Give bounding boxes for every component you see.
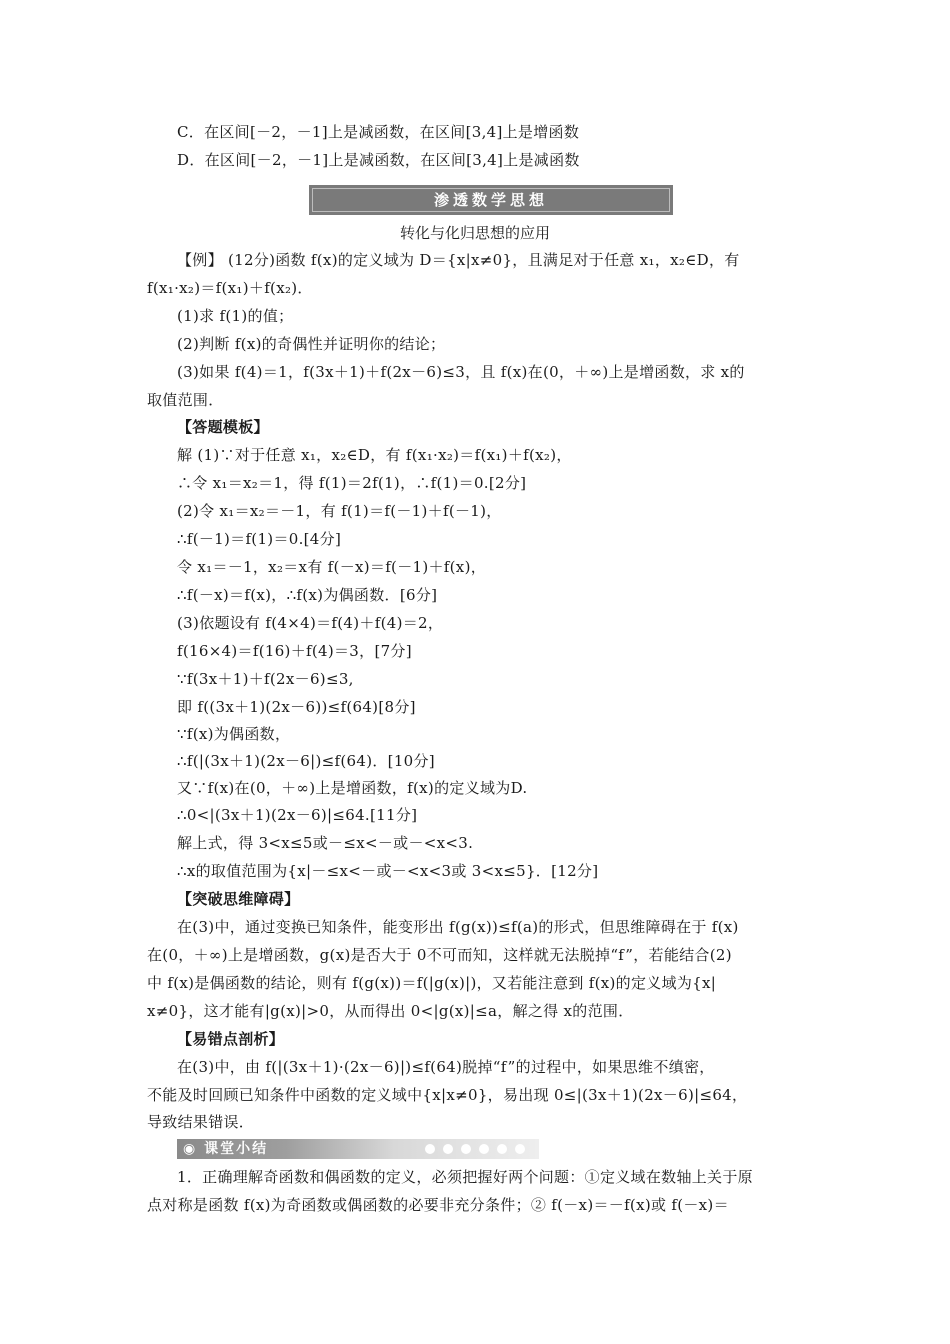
option-c: C．在区间[－2，－1]上是减函数，在区间[3,4]上是增函数 xyxy=(177,123,580,141)
solution-line: f(16×4)＝f(16)＋f(4)＝3，[7分] xyxy=(177,642,412,660)
summary-banner xyxy=(177,1139,539,1159)
solution-line: 令 x₁＝－1，x₂＝x有 f(－x)＝f(－1)＋f(x)， xyxy=(177,558,487,576)
summary-line: 1．正确理解奇函数和偶函数的定义，必须把握好两个问题：①定义域在数轴上关于原 xyxy=(177,1168,753,1186)
solution-line: 又∵f(x)在(0，＋∞)上是增函数，f(x)的定义域为D. xyxy=(177,779,528,797)
decorative-dot-icon xyxy=(461,1144,471,1154)
solution-line: ∴x的取值范围为{x|－≤x<－或－<x<3或 3<x≤5}．[12分] xyxy=(177,862,599,880)
summary-line: 点对称是函数 f(x)为奇函数或偶函数的必要非充分条件；② f(－x)＝－f(x)或 f(－x)＝ xyxy=(147,1196,729,1214)
example-line: 取值范围． xyxy=(147,391,224,409)
solution-line: ∴令 x₁＝x₂＝1，得 f(1)＝2f(1)，∴f(1)＝0.[2分] xyxy=(177,474,527,492)
decorative-dot-icon xyxy=(479,1144,489,1154)
obstacle-line: 在(0，＋∞)上是增函数，g(x)是否大于 0不可而知，这样就无法脱掉“f”，若能结合(2) xyxy=(147,946,732,964)
decorative-dot-icon xyxy=(443,1144,453,1154)
example-line: (1)求 f(1)的值； xyxy=(177,307,294,325)
example-line: (2)判断 f(x)的奇偶性并证明你的结论； xyxy=(177,335,446,353)
decorative-dot-icon xyxy=(515,1144,525,1154)
example-line: (3)如果 f(4)＝1，f(3x＋1)＋f(2x－6)≤3，且 f(x)在(0，＋∞)上是增函数，求 x的 xyxy=(177,363,745,381)
decorative-dot-icon xyxy=(425,1144,435,1154)
solution-line: ∴0<|(3x＋1)(2x－6)|≤64.[11分] xyxy=(177,806,418,824)
example-line: f(x₁·x₂)＝f(x₁)＋f(x₂)． xyxy=(147,279,313,297)
error-line: 导致结果错误． xyxy=(147,1113,255,1131)
solution-line: 解上式，得 3<x≤5或－≤x<－或－<x<3. xyxy=(177,834,474,852)
summary-title: ◉ 课堂小结 xyxy=(183,1141,269,1157)
solution-line: ∴f(－1)＝f(1)＝0.[4分] xyxy=(177,530,342,548)
error-line: 在(3)中，由 f(|(3x＋1)·(2x－6)|)≤f(64)脱掉“f”的过程中，如果思维不缜密， xyxy=(177,1058,715,1076)
banner-border xyxy=(312,188,670,212)
example-line: 【例】 (12分)函数 f(x)的定义域为 D＝{x|x≠0}，且满足对于任意 x₁，x₂∈D，有 xyxy=(177,251,740,269)
error-heading: 【易错点剖析】 xyxy=(177,1030,285,1048)
solution-line: ∵f(3x＋1)＋f(2x－6)≤3, xyxy=(177,670,354,688)
solution-line: (2)令 x₁＝x₂＝－1，有 f(1)＝f(－1)＋f(－1)， xyxy=(177,502,502,520)
error-line: 不能及时回顾已知条件中函数的定义域中{x|x≠0}，易出现 0≤|(3x＋1)(2x－6)|≤64， xyxy=(147,1086,748,1104)
section-subtitle: 转化与化归思想的应用 xyxy=(399,224,550,242)
obstacle-line: x≠0}，这才能有|g(x)|>0，从而得出 0<|g(x)|≤a，解之得 x的范围． xyxy=(147,1002,634,1020)
obstacle-heading: 【突破思维障碍】 xyxy=(177,890,300,908)
obstacle-line: 中 f(x)是偶函数的结论，则有 f(g(x))＝f(|g(x)|)，又若能注意到 f(x)的定义域为{x| xyxy=(147,974,717,992)
solution-line: ∴f(－x)＝f(x)，∴f(x)为偶函数．[6分] xyxy=(177,586,438,604)
decorative-dot-icon xyxy=(497,1144,507,1154)
solution-line: 即 f((3x＋1)(2x－6))≤f(64)[8分] xyxy=(177,698,416,716)
option-d: D．在区间[－2，－1]上是减函数，在区间[3,4]上是减函数 xyxy=(177,151,580,169)
obstacle-line: 在(3)中，通过变换已知条件，能变形出 f(g(x))≤f(a)的形式，但思维障碍在于 f(x) xyxy=(177,918,739,936)
template-heading: 【答题模板】 xyxy=(177,418,269,436)
solution-line: 解 (1)∵对于任意 x₁，x₂∈D，有 f(x₁·x₂)＝f(x₁)＋f(x₂)， xyxy=(177,446,572,464)
section-banner xyxy=(309,185,673,215)
solution-line: (3)依题设有 f(4×4)＝f(4)＋f(4)＝2， xyxy=(177,614,444,632)
solution-line: ∴f(|(3x＋1)(2x－6|)≤f(64)．[10分] xyxy=(177,752,435,770)
solution-line: ∵f(x)为偶函数， xyxy=(177,725,291,743)
section-banner-title: 渗透数学思想 xyxy=(433,191,548,209)
